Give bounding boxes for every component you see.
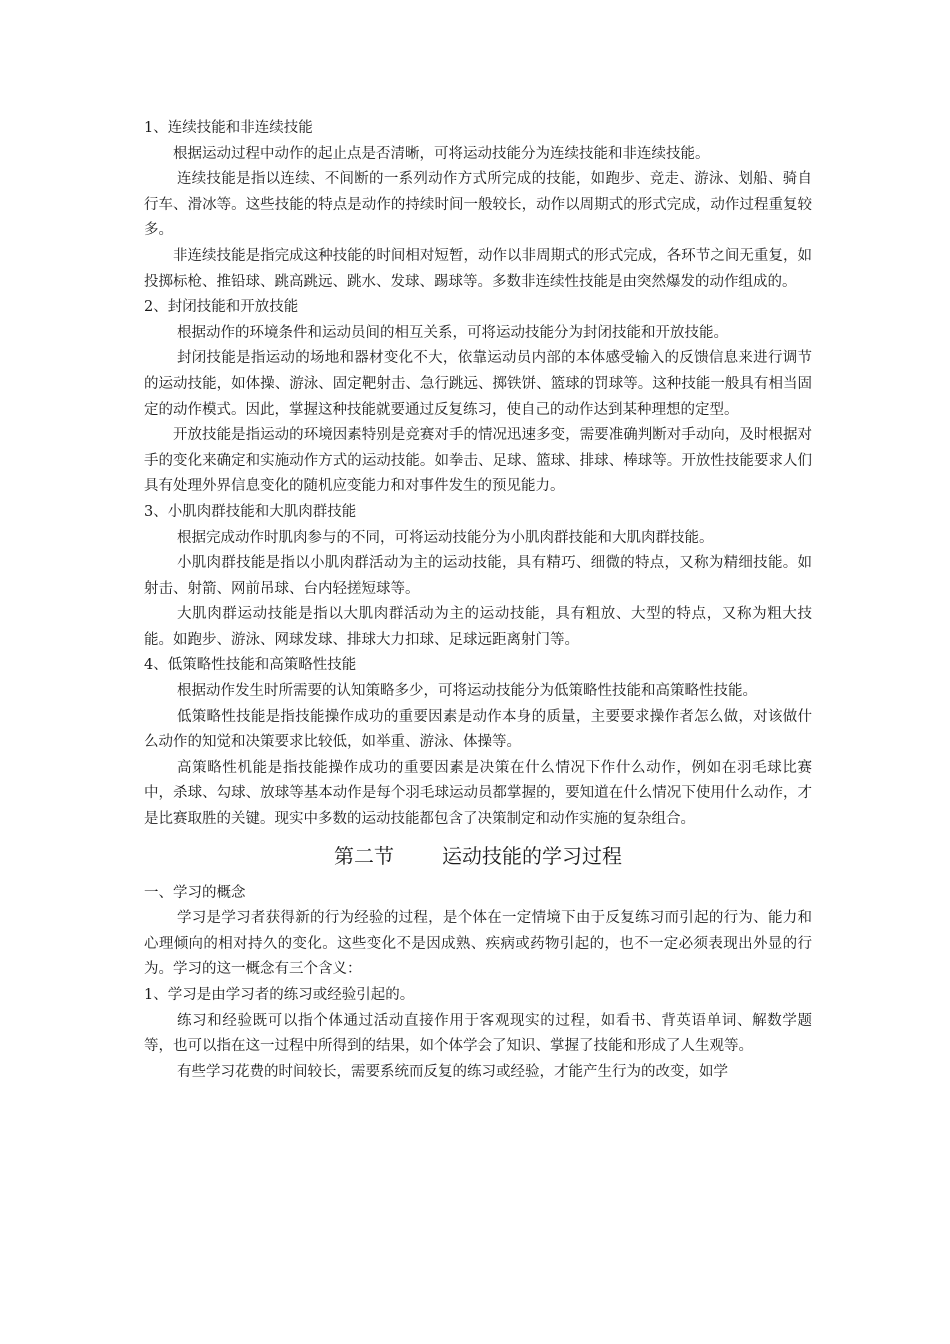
document-page — [144, 116, 812, 1085]
paragraph: 根据运动过程中动作的起止点是否清晰，可将运动技能分为连续技能和非连续技能。 — [173, 145, 710, 162]
paragraph: 学习是学习者获得新的行为经验的过程，是个体在一定情境下由于反复练习而引起的行为、能力和心理倾向的相对持久的变化。这些变化不是因成熟、疾病或药物引起的，也不一定必须表现出外显的行为。学习的这一概念有三个含义： — [144, 910, 812, 978]
heading-continuous-skills: 1、连续技能和非连续技能 — [144, 120, 313, 136]
heading-learning-by-practice: 1、学习是由学习者的练习或经验引起的。 — [144, 987, 415, 1003]
paragraph: 非连续技能是指完成这种技能的时间相对短暂，动作以非周期式的形式完成，各环节之间无重复，如投掷标枪、推铅球、跳高跳远、跳水、发球、踢球等。多数非连续性技能是由突然爆发的动作组成的。 — [144, 247, 812, 290]
heading-closed-open-skills: 2、封闭技能和开放技能 — [144, 299, 299, 316]
paragraph: 根据完成动作时肌肉参与的不同，可将运动技能分为小肌肉群技能和大肌肉群技能。 — [177, 529, 714, 546]
paragraph: 高策略性机能是指技能操作成功的重要因素是决策在什么情况下作什么动作，例如在羽毛球比赛中，杀球、勾球、放球等基本动作是每个羽毛球运动员都掌握的，要知道在什么情况下使用什么动作，才是比赛取胜的关键。现实中多数的运动技能都包含了决策制定和动作实施的复杂组合。 — [144, 759, 812, 828]
heading-strategy-skills: 4、低策略性技能和高策略性技能 — [144, 657, 357, 674]
paragraph: 低策略性技能是指技能操作成功的重要因素是动作本身的质量，主要要求操作者怎么做，对该做什么动作的知觉和决策要求比较低，如举重、游泳、体操等。 — [144, 708, 812, 751]
paragraph: 有些学习花费的时间较长，需要系统而反复的练习或经验，才能产生行为的改变，如学 — [177, 1063, 728, 1080]
section-title — [144, 843, 812, 869]
paragraph: 大肌肉群运动技能是指以大肌肉群活动为主的运动技能，具有粗放、大型的特点，又称为粗大技能。如跑步、游泳、网球发球、排球大力扣球、足球远距离射门等。 — [144, 606, 812, 648]
paragraph: 封闭技能是指运动的场地和器材变化不大，依靠运动员内部的本体感受输入的反馈信息来进行调节的运动技能，如体操、游泳、固定靶射击、急行跳远、掷铁饼、篮球的罚球等。这种技能一般具有相当固定的动作模式。因此，掌握这种技能就要通过反复练习，使自己的动作达到某种理想的定型。 — [144, 350, 812, 418]
paragraph: 练习和经验既可以指个体通过活动直接作用于客观现实的过程，如看书、背英语单词、解数学题等，也可以指在这一过程中所得到的结果，如个体学会了知识、掌握了技能和形成了人生观等。 — [144, 1012, 812, 1055]
section-name: 运动技能的学习过程 — [442, 843, 622, 868]
paragraph: 连续技能是指以连续、不间断的一系列动作方式所完成的技能，如跑步、竞走、游泳、划船、骑自行车、滑冰等。这些技能的特点是动作的持续时间一般较长，动作以周期式的形式完成，动作过程重复较多。 — [144, 171, 812, 239]
heading-learning-concept: 一、学习的概念 — [144, 884, 246, 901]
paragraph: 小肌肉群技能是指以小肌肉群活动为主的运动技能，具有精巧、细微的特点，又称为精细技能。如射击、射箭、网前吊球、台内轻搓短球等。 — [144, 555, 812, 597]
paragraph: 根据动作的环境条件和运动员间的相互关系，可将运动技能分为封闭技能和开放技能。 — [177, 324, 728, 341]
paragraph: 开放技能是指运动的环境因素特别是竞赛对手的情况迅速多变，需要准确判断对手动向，及时根据对手的变化来确定和实施动作方式的运动技能。如拳击、足球、篮球、排球、棒球等。开放性技能要求人们具有处理外界信息变化的随机应变能力和对事件发生的预见能力。 — [144, 427, 812, 495]
paragraph: 根据动作发生时所需要的认知策略多少，可将运动技能分为低策略性技能和高策略性技能。 — [177, 683, 757, 700]
section-number: 第二节 — [334, 843, 394, 868]
heading-muscle-group-skills: 3、小肌肉群技能和大肌肉群技能 — [144, 503, 357, 520]
